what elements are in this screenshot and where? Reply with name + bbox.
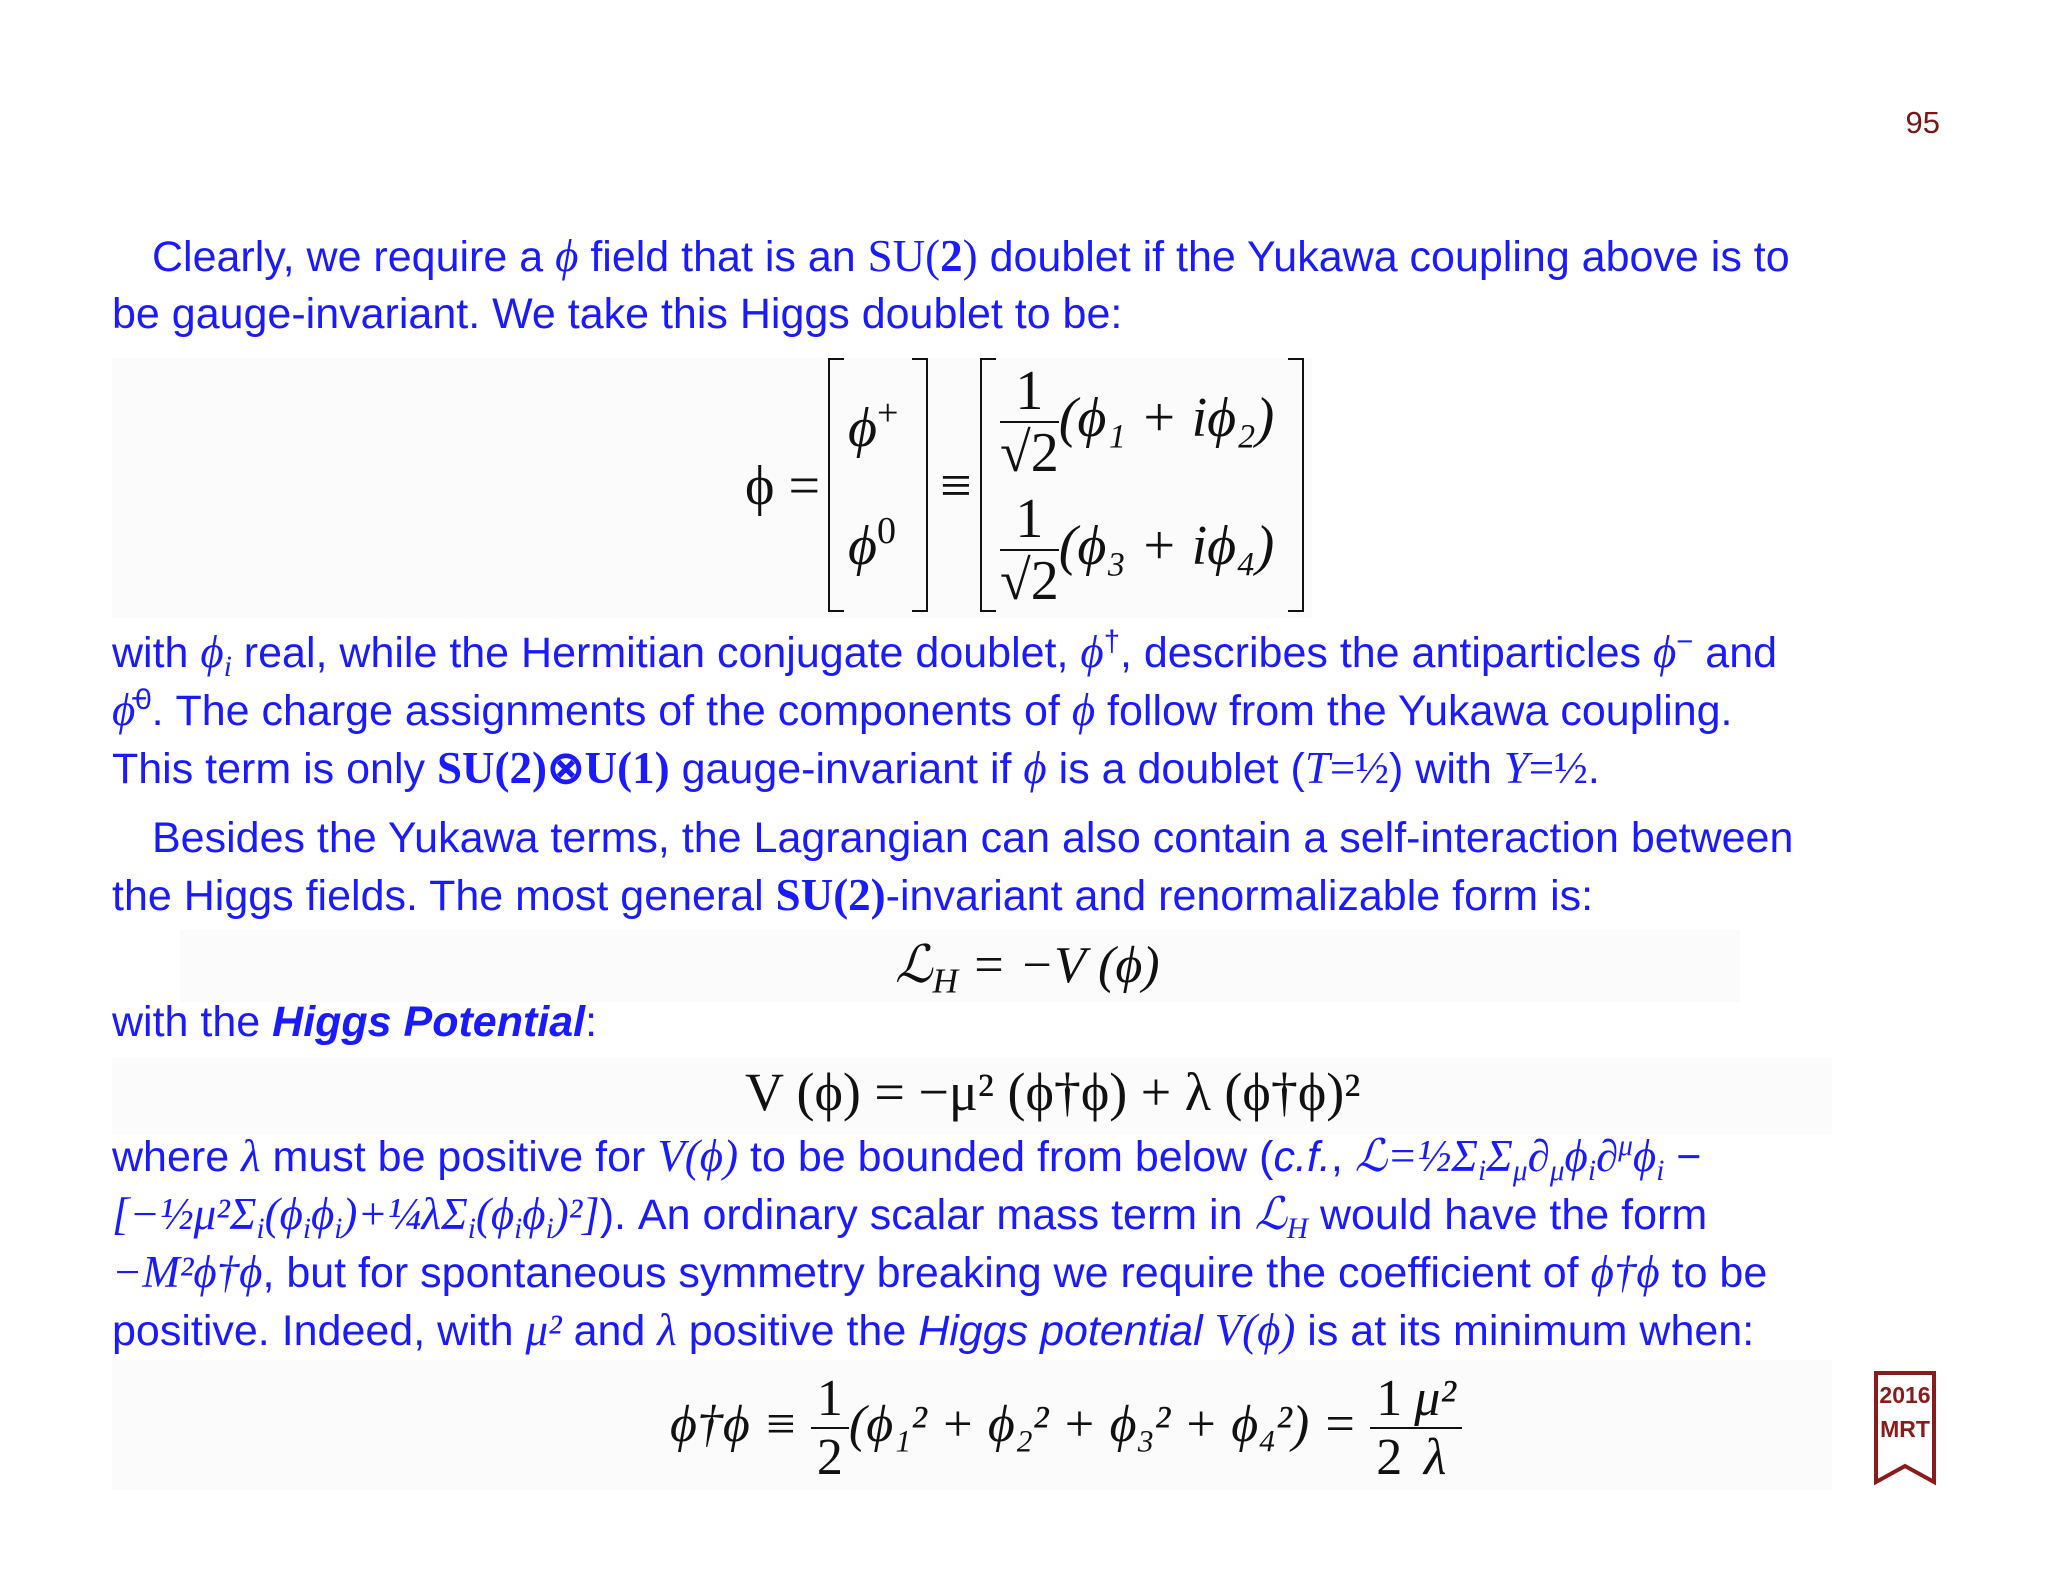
su-group: SU(2) bbox=[867, 231, 978, 281]
text: field that is an bbox=[578, 233, 868, 281]
equation-higgs-potential: V (ϕ) = −μ² (ϕ†ϕ) + λ (ϕ†ϕ)² bbox=[745, 1062, 1361, 1122]
row1: $\frac{1}{√2}$ (ϕ₁ + iϕ₂) bbox=[1000, 360, 1275, 484]
text: be gauge-invariant. We take this Higgs doublet to be: bbox=[112, 290, 1123, 338]
left-bracket-2 bbox=[980, 358, 996, 612]
text: doublet if the Yukawa coupling above is to bbox=[977, 233, 1790, 281]
logo-year: 2016 bbox=[1879, 1382, 1931, 1408]
right-bracket bbox=[912, 358, 928, 612]
right-bracket-2 bbox=[1288, 358, 1304, 612]
phi-equals: ϕ = bbox=[745, 455, 821, 517]
left-bracket bbox=[828, 358, 844, 612]
paragraph-charge-assignments: with $\phi_i$ real, while the Hermitian conjugate doublet, ϕ†, describes the antiparticles ϕ− and ϕ̄$^0$. The charge assignments of the components of ϕ follow from the Yukawa coupling. This term is only SU(2)⊗U(1) gauge-invariant if ϕ is a doublet (T=½) with Y=½. bbox=[112, 625, 1778, 793]
equiv-sign: ≡ bbox=[940, 455, 972, 517]
paragraph-self-interaction: Besides the Yukawa terms, the Lagrangian can also contain a self-interaction between the Higgs fields. The most general SU(2)-invariant and renormalizable form is: bbox=[112, 814, 1794, 920]
equation-minimum: ϕ†ϕ ≡ $\frac{1}{2}$ (ϕ₁² + ϕ₂² + ϕ₃² + ϕ₄²) = $\frac{1}{2}$ $\frac{\text{μ²}}{\lambda}$ bbox=[670, 1372, 1462, 1486]
mrt-2016-logo bbox=[1873, 1370, 1937, 1488]
equation-lagrangian-higgs: ℒ$_H$ = −V (ϕ) bbox=[895, 937, 1160, 1001]
logo-initials: MRT bbox=[1880, 1416, 1930, 1442]
phi-symbol: ϕ bbox=[555, 231, 579, 281]
phi-zero: $\phi^0$ bbox=[848, 510, 897, 577]
page-number: 95 bbox=[1905, 105, 1940, 140]
paragraph-higgs-potential-label: with the Higgs Potential: bbox=[112, 998, 598, 1046]
paragraph-positivity: where λ must be positive for V(ϕ) to be bounded from below (c.f., $ℒ=\frac{1}{2}\Sigma_i\Sigma_\mu\partial_\mu\phi_i\partial^\mu\phi_i$ − $[-\frac{1}{2}\mu^2\Sigma_i(\phi_i\phi_i)+\frac{1}{4}\lambda\Sigma_i(\phi_i\phi_i)^2]$). An ordinary scalar mass term in ℒ$_H$ would have the form −M²ϕ†ϕ, but for spontaneous symmetry breaking we require the coefficient of ϕ†ϕ to be positive. Indeed, with μ² and λ positive the Higgs potential V(ϕ) is at its minimum when: bbox=[112, 1129, 1768, 1355]
phi-plus: ϕ+ bbox=[848, 392, 899, 459]
text: Clearly, we require a bbox=[152, 233, 556, 281]
row2: $\frac{1}{√2}$ (ϕ₃ + iϕ₄) bbox=[1000, 488, 1275, 612]
paragraph-doublet-intro bbox=[112, 228, 1952, 343]
